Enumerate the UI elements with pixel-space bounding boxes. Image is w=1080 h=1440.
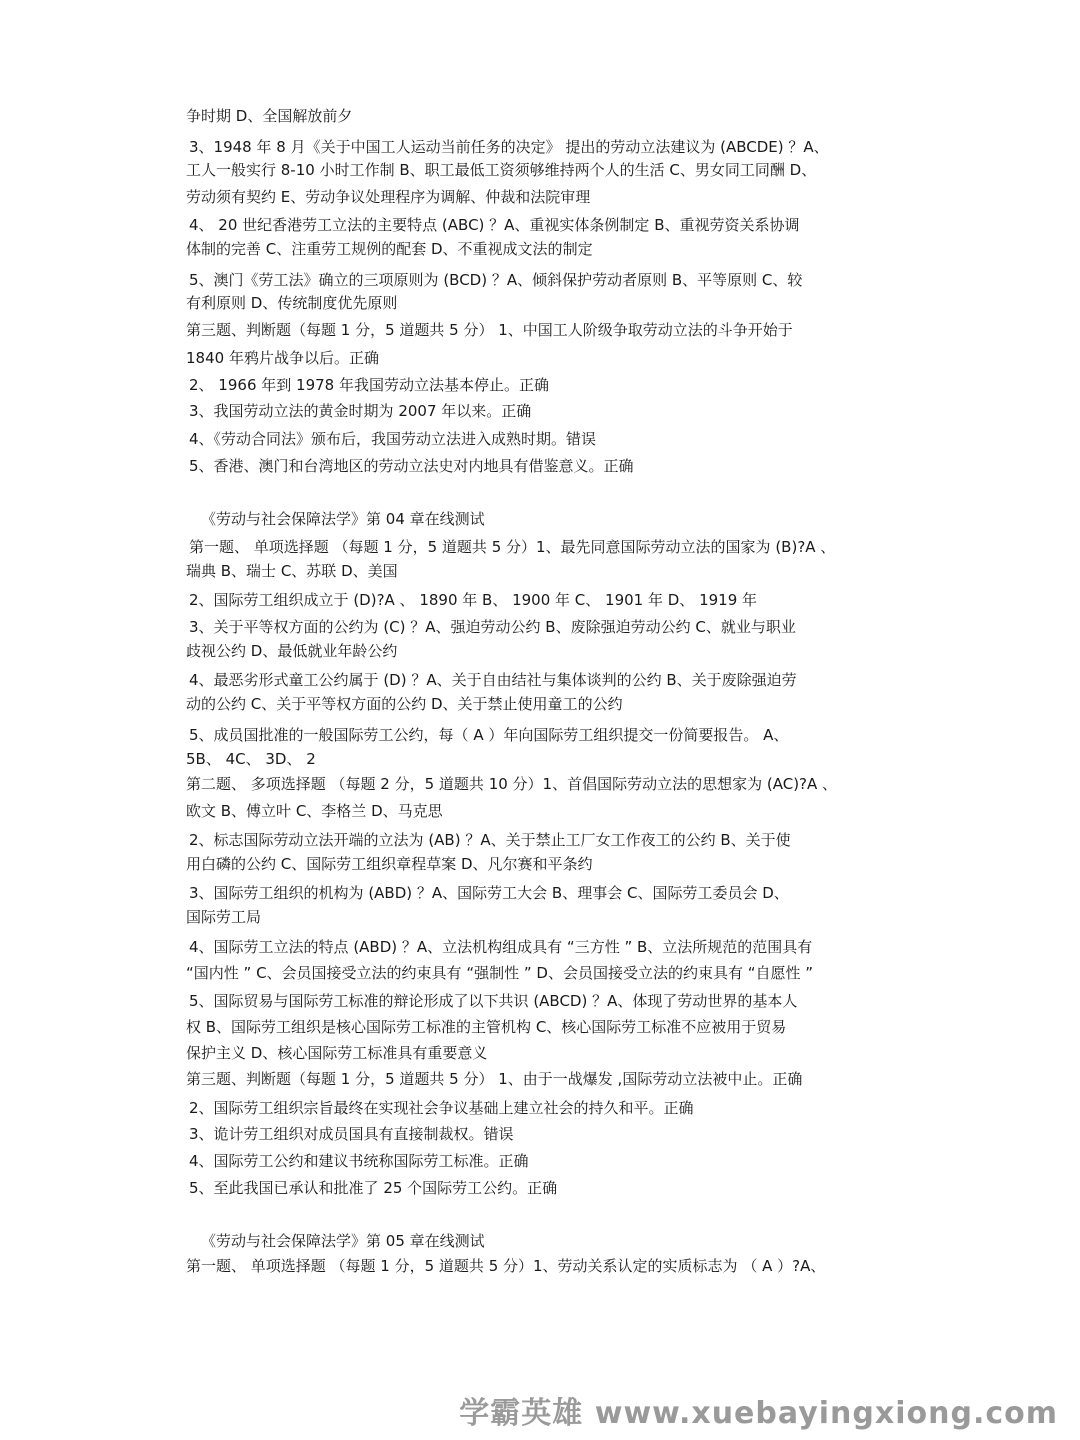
text-line: 劳动须有契约 E、劳动争议处理程序为调解、仲裁和法院审理 [186, 188, 591, 206]
chapter-title: 《劳动与社会保障法学》第 05 章在线测试 [201, 1232, 485, 1250]
text-line: 欧文 B、傅立叶 C、李格兰 D、马克思 [186, 802, 443, 820]
text-line: 2、 1966 年到 1978 年我国劳动立法基本停止。正确 [189, 376, 549, 394]
text-line: 4、 20 世纪香港劳工立法的主要特点 (ABC) ？A、重视实体条例制定 B、重视劳资关系协调 [189, 216, 800, 234]
text-line: 国际劳工局 [186, 908, 262, 926]
text-line: 4、国际劳工公约和建议书统称国际劳工标准。正确 [189, 1152, 529, 1170]
text-line: 3、诡计劳工组织对成员国具有直接制裁权。错误 [189, 1125, 514, 1143]
text-line: 5、国际贸易与国际劳工标准的辩论形成了以下共识 (ABCD) ？A、体现了劳动世界的基本人 [189, 992, 798, 1010]
text-line: 权 B、国际劳工组织是核心国际劳工标准的主管机构 C、核心国际劳工标准不应被用于贸易 [186, 1018, 787, 1036]
section-heading: 第三题、判断题（每题 1 分，5 道题共 5 分） 1、由于一战爆发 ,国际劳动立法被中止。正确 [186, 1070, 803, 1088]
text-line: 争时期 D、全国解放前夕 [186, 107, 353, 125]
text-line: 4、《劳动合同法》颁布后，我国劳动立法进入成熟时期。错误 [189, 430, 597, 448]
text-line: 工人一般实行 8-10 小时工作制 B、职工最低工资须够维持两个人的生活 C、男女同工同酬 D、 [186, 161, 817, 179]
text-line: 瑞典 B、瑞士 C、苏联 D、美国 [186, 562, 398, 580]
text-line: 4、国际劳工立法的特点 (ABD) ？A、立法机构组成具有 “三方性 ” B、立法所规范的范围具有 [189, 938, 813, 956]
text-line: 3、我国劳动立法的黄金时期为 2007 年以来。正确 [189, 402, 532, 420]
site-watermark: 学霸英雄 www.xuebayingxiong.com [459, 1396, 1058, 1431]
text-line: 5B、 4C、 3D、 2 [186, 750, 316, 768]
section-heading: 第三题、判断题（每题 1 分，5 道题共 5 分） 1、中国工人阶级争取劳动立法的斗争开始于 [186, 321, 793, 339]
text-line: 2、国际劳工组织宗旨最终在实现社会争议基础上建立社会的持久和平。正确 [189, 1099, 694, 1117]
text-line: 有利原则 D、传统制度优先原则 [186, 294, 398, 312]
text-line: 动的公约 C、关于平等权方面的公约 D、关于禁止使用童工的公约 [186, 695, 623, 713]
text-line: 2、标志国际劳动立法开端的立法为 (AB) ？A、关于禁止工厂女工作夜工的公约 B、关于使 [189, 831, 791, 849]
text-line: 5、香港、澳门和台湾地区的劳动立法史对内地具有借鉴意义。正确 [189, 457, 634, 475]
text-line: 5、澳门《劳工法》确立的三项原则为 (BCD) ？A、倾斜保护劳动者原则 B、平等原则 C、较 [189, 271, 803, 289]
text-line: 5、至此我国已承认和批准了 25 个国际劳工公约。正确 [189, 1179, 558, 1197]
text-line: 3、关于平等权方面的公约为 (C) ？A、强迫劳动公约 B、废除强迫劳动公约 C、就业与职业 [189, 618, 796, 636]
chapter-title: 《劳动与社会保障法学》第 04 章在线测试 [201, 510, 485, 528]
section-heading: 第一题、 单项选择题 （每题 1 分，5 道题共 5 分）1、劳动关系认定的实质标志为 （ A ）?A、 [186, 1257, 826, 1275]
text-line: 3、国际劳工组织的机构为 (ABD) ？A、国际劳工大会 B、理事会 C、国际劳工委员会 D、 [189, 884, 789, 902]
text-line: 3、1948 年 8 月《关于中国工人运动当前任务的决定》 提出的劳动立法建议为 (ABCDE) ？A、 [189, 138, 829, 156]
text-line: 2、国际劳工组织成立于 (D)?A 、 1890 年 B、 1900 年 C、 1901 年 D、 1919 年 [189, 591, 758, 609]
text-line: “国内性 ” C、会员国接受立法的约束具有 “强制性 ” D、会员国接受立法的约束具有 “自愿性 ” [186, 964, 814, 982]
text-line: 1840 年鸦片战争以后。正确 [186, 349, 379, 367]
text-line: 体制的完善 C、注重劳工规例的配套 D、不重视成文法的制定 [186, 240, 593, 258]
section-heading: 第二题、 多项选择题 （每题 2 分，5 道题共 10 分）1、首倡国际劳动立法的思想家为 (AC)?A 、 [186, 775, 838, 793]
section-heading: 第一题、 单项选择题 （每题 1 分，5 道题共 5 分）1、最先同意国际劳动立法的国家为 (B)?A 、 [189, 538, 836, 556]
text-line: 4、最恶劣形式童工公约属于 (D) ？A、关于自由结社与集体谈判的公约 B、关于废除强迫劳 [189, 671, 797, 689]
text-line: 5、成员国批准的一般国际劳工公约，每（ A ）年向国际劳工组织提交一份简要报告。 A、 [189, 726, 789, 744]
text-line: 用白磷的公约 C、国际劳工组织章程草案 D、凡尔赛和平条约 [186, 855, 593, 873]
text-line: 歧视公约 D、最低就业年龄公约 [186, 642, 398, 660]
text-line: 保护主义 D、核心国际劳工标准具有重要意义 [186, 1044, 488, 1062]
